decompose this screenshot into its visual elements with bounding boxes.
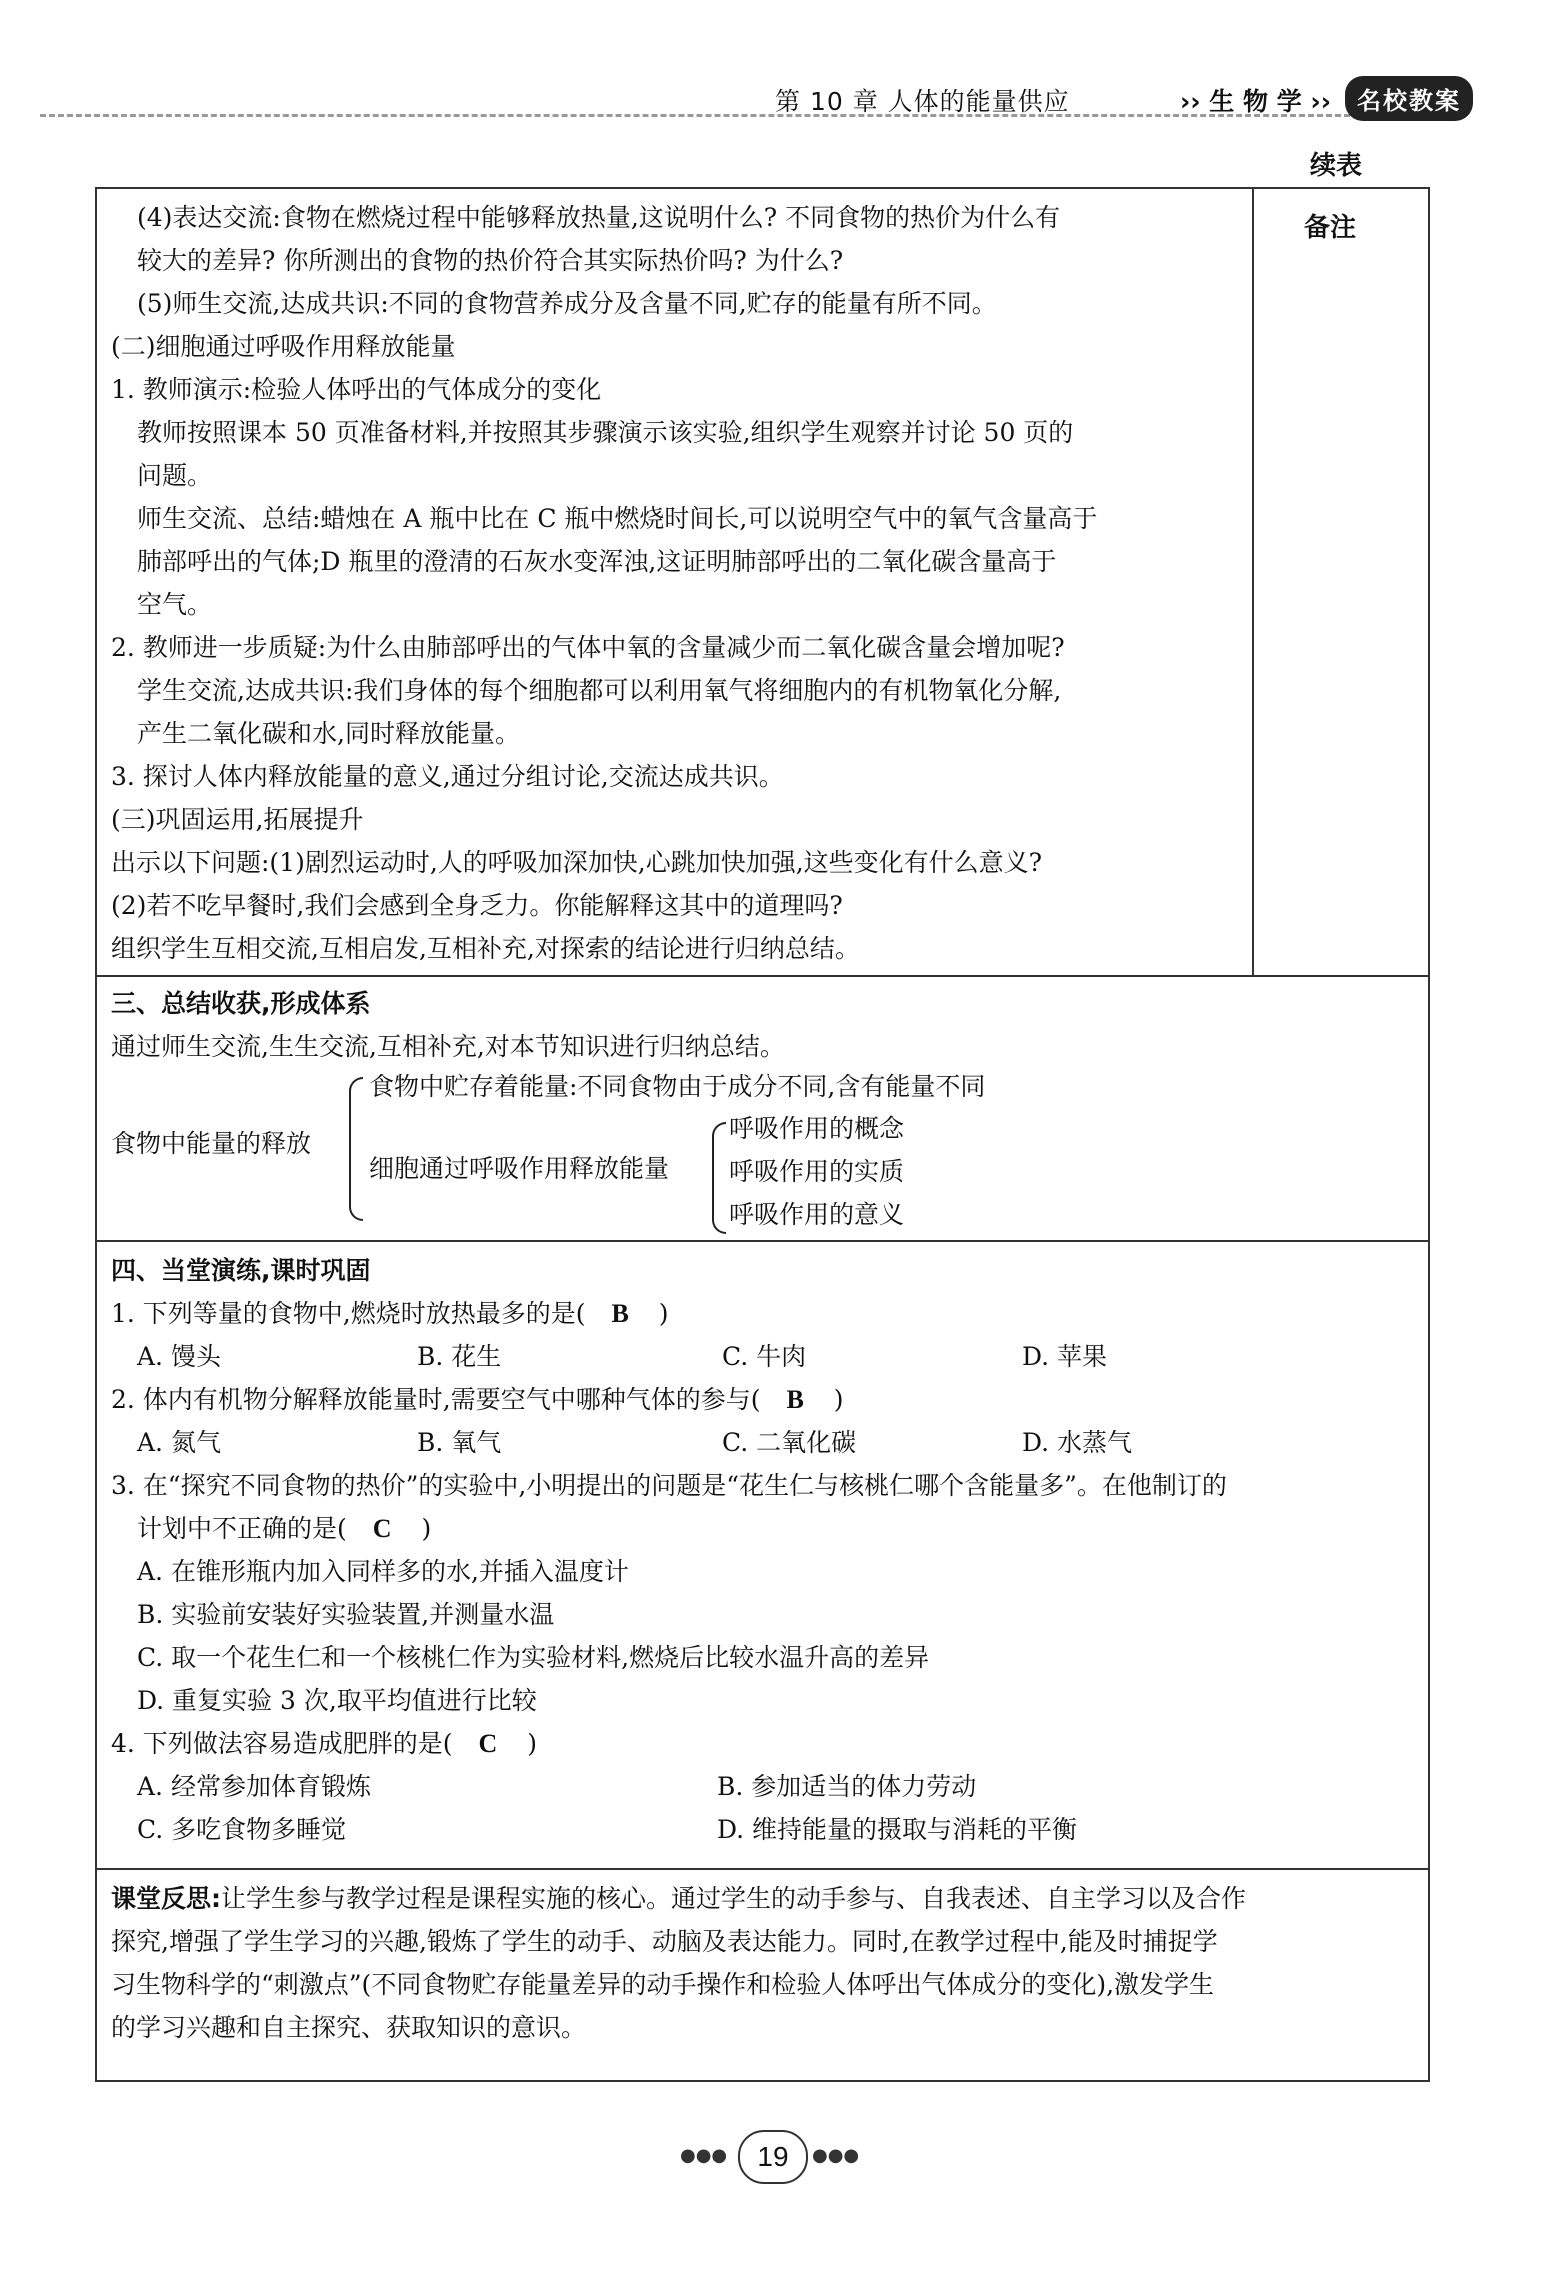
question-3-stem: 3. 在“探究不同食物的热价”的实验中,小明提出的问题是“花生仁与核桃仁哪个含能量多”。在他制订的	[111, 1471, 1227, 1500]
practice-section	[95, 1242, 1430, 1870]
text-line: 出示以下问题:(1)剧烈运动时,人的呼吸加深加快,心跳加快加强,这些变化有什么意义?	[111, 848, 1043, 877]
diagram-leaf: 呼吸作用的意义	[729, 1200, 905, 1229]
question-close: )	[833, 1385, 844, 1414]
brand-logo: 名校教案	[1345, 76, 1473, 121]
question-stem: 1. 下列等量的食物中,燃烧时放热最多的是(	[111, 1299, 586, 1328]
text-line: 3. 探讨人体内释放能量的意义,通过分组讨论,交流达成共识。	[111, 762, 784, 791]
header-rule	[40, 114, 1350, 117]
text-line: 较大的差异? 你所测出的食物的热价符合其实际热价吗? 为什么?	[137, 246, 844, 275]
diagram-root: 食物中能量的释放	[111, 1129, 312, 1158]
question-close: )	[421, 1514, 432, 1543]
option: B. 花生	[417, 1342, 502, 1371]
lesson-process-section	[95, 187, 1430, 977]
text-line: 产生二氧化碳和水,同时释放能量。	[137, 719, 520, 748]
question-1	[111, 1297, 669, 1331]
option: D. 重复实验 3 次,取平均值进行比较	[137, 1686, 537, 1715]
reflection-text: 探究,增强了学生学习的兴趣,锻炼了学生的动手、动脑及表达能力。同时,在教学过程中,能及时捕捉学	[111, 1927, 1218, 1956]
text-line: 组织学生互相交流,互相启发,互相补充,对探索的结论进行归纳总结。	[111, 934, 860, 963]
reflection-first-line	[111, 1882, 1246, 1916]
text-line: 肺部呼出的气体;D 瓶里的澄清的石灰水变浑浊,这证明肺部呼出的二氧化碳含量高于	[137, 547, 1057, 576]
page-number-ornament-left: ●●●	[680, 2145, 728, 2166]
text-line: 2. 教师进一步质疑:为什么由肺部呼出的气体中氧的含量减少而二氧化碳含量会增加呢?	[111, 633, 1065, 662]
question-stem: 计划中不正确的是(	[137, 1514, 347, 1543]
text-line: 学生交流,达成共识:我们身体的每个细胞都可以利用氧气将细胞内的有机物氧化分解,	[137, 676, 1062, 705]
section-title: 三、总结收获,形成体系	[111, 989, 371, 1018]
chapter-title: 第 10 章 人体的能量供应	[775, 87, 1070, 116]
question-close: )	[658, 1299, 669, 1328]
text-line: 空气。	[137, 590, 213, 619]
option: C. 取一个花生仁和一个核桃仁作为实验材料,燃烧后比较水温升高的差异	[137, 1643, 930, 1672]
lesson-main-column	[97, 189, 1254, 975]
reflection-text: 的学习兴趣和自主探究、获取知识的意识。	[111, 2013, 587, 2042]
brace-right	[712, 1122, 726, 1234]
text-line: 1. 教师演示:检验人体呼出的气体成分的变化	[111, 375, 602, 404]
option: A. 馒头	[137, 1342, 221, 1371]
notes-column	[1254, 189, 1428, 975]
question-stem: 2. 体内有机物分解释放能量时,需要空气中哪种气体的参与(	[111, 1385, 761, 1414]
option: D. 水蒸气	[1022, 1428, 1133, 1457]
answer-mark: B	[786, 1385, 804, 1414]
answer-mark: C	[478, 1729, 498, 1758]
text-line: 问题。	[137, 461, 213, 490]
section-title: 四、当堂演练,课时巩固	[111, 1256, 371, 1285]
answer-mark: C	[372, 1514, 392, 1543]
text-line: 师生交流、总结:蜡烛在 A 瓶中比在 C 瓶中燃烧时间长,可以说明空气中的氧气含量高于	[137, 504, 1098, 533]
option: C. 多吃食物多睡觉	[137, 1815, 347, 1844]
question-2	[111, 1383, 844, 1417]
page-number: 19	[738, 2130, 808, 2184]
option: A. 经常参加体育锻炼	[137, 1772, 371, 1801]
reflection-text: 让学生参与教学过程是课程实施的核心。通过学生的动手参与、自我表述、自主学习以及合作	[221, 1884, 1247, 1913]
brace-left	[349, 1077, 363, 1221]
diagram-branch-2: 细胞通过呼吸作用释放能量	[369, 1154, 670, 1183]
reflection-section	[95, 1870, 1430, 2082]
continued-label: 续表	[1310, 151, 1363, 181]
diagram-branch-1: 食物中贮存着能量:不同食物由于成分不同,含有能量不同	[369, 1072, 986, 1101]
option: A. 在锥形瓶内加入同样多的水,并插入温度计	[137, 1557, 629, 1586]
option: B. 实验前安装好实验装置,并测量水温	[137, 1600, 555, 1629]
option: D. 苹果	[1022, 1342, 1108, 1371]
notes-label: 备注	[1304, 213, 1357, 243]
question-close: )	[527, 1729, 538, 1758]
text-line: (二)细胞通过呼吸作用释放能量	[111, 332, 456, 361]
page-number-ornament-right: ●●●	[812, 2145, 860, 2166]
option: C. 牛肉	[722, 1342, 807, 1371]
diagram-leaf: 呼吸作用的实质	[729, 1157, 905, 1186]
option: D. 维持能量的摄取与消耗的平衡	[717, 1815, 1078, 1844]
diagram-leaf: 呼吸作用的概念	[729, 1114, 905, 1143]
question-stem: 4. 下列做法容易造成肥胖的是(	[111, 1729, 453, 1758]
summary-section	[95, 977, 1430, 1242]
option: B. 参加适当的体力劳动	[717, 1772, 977, 1801]
text-line: (2)若不吃早餐时,我们会感到全身乏力。你能解释这其中的道理吗?	[111, 891, 843, 920]
text-line: (4)表达交流:食物在燃烧过程中能够释放热量,这说明什么? 不同食物的热价为什么有	[137, 203, 1061, 232]
reflection-text: 习生物科学的“刺激点”(不同食物贮存能量差异的动手操作和检验人体呼出气体成分的变化),激发学生	[111, 1970, 1215, 1999]
question-3	[137, 1512, 431, 1546]
question-4	[111, 1727, 537, 1761]
page-header	[40, 82, 1520, 122]
option: C. 二氧化碳	[722, 1428, 857, 1457]
text-line: (5)师生交流,达成共识:不同的食物营养成分及含量不同,贮存的能量有所不同。	[137, 289, 997, 318]
summary-intro: 通过师生交流,生生交流,互相补充,对本节知识进行归纳总结。	[111, 1032, 785, 1061]
answer-mark: B	[611, 1299, 629, 1328]
option: B. 氧气	[417, 1428, 502, 1457]
option: A. 氮气	[137, 1428, 221, 1457]
reflection-label: 课堂反思:	[111, 1884, 221, 1913]
text-line: (三)巩固运用,拓展提升	[111, 805, 364, 834]
text-line: 教师按照课本 50 页准备材料,并按照其步骤演示该实验,组织学生观察并讨论 50 页的	[137, 418, 1074, 447]
subject-label: ›› 生 物 学 ››	[1180, 87, 1332, 116]
